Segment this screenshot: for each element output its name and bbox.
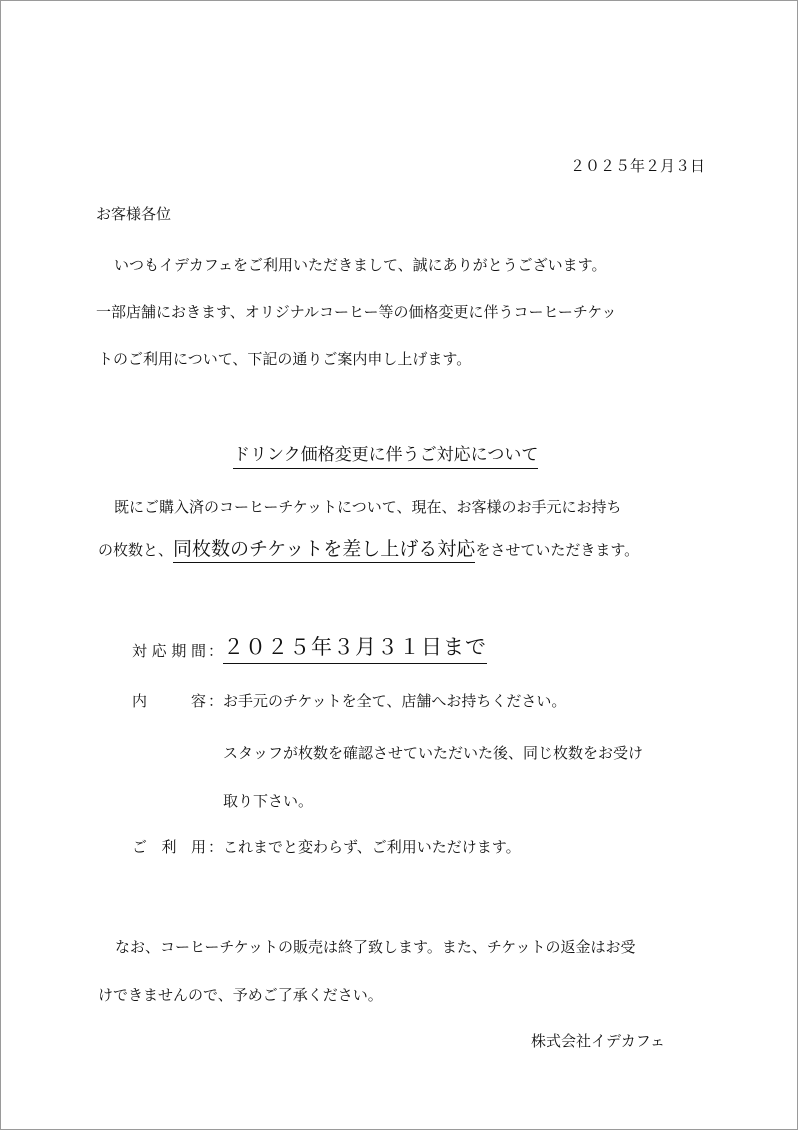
emphasis-text: 同枚数のチケットを差し上げる対応 <box>173 539 475 563</box>
use-value: これまでと変わらず、ご利用いただけます。 <box>223 838 521 856</box>
closing-line-1: なお、コーヒーチケットの販売は終了致します。また、チケットの返金はお受 <box>115 938 636 956</box>
body-line-2-pre: の枚数と、 <box>98 541 174 559</box>
use-colon: ： <box>208 838 224 856</box>
period-label: 対応期間 <box>132 642 206 660</box>
body-line-2-post: をさせていただきます。 <box>475 541 640 559</box>
content-label: 内容 <box>132 692 206 710</box>
closing-line-2: けできませんので、予めご了承ください。 <box>98 986 383 1004</box>
section-heading: ドリンク価格変更に伴うご対応について <box>233 444 538 469</box>
company-name: 株式会社イデカフェ <box>531 1032 665 1050</box>
use-label: ご利用 <box>132 838 206 856</box>
salutation: お客様各位 <box>96 205 172 223</box>
content-colon: ： <box>208 692 224 710</box>
period-value: ２０２５年３月３１日まで <box>223 633 487 664</box>
body-line-1: 既にご購入済のコーヒーチケットについて、現在、お客様のお手元にお持ち <box>114 498 622 516</box>
content-line-2: スタッフが枚数を確認させていただいた後、同じ枚数をお受け <box>223 744 644 762</box>
intro-line-3: トのご利用について、下記の通りご案内申し上げます。 <box>98 350 472 368</box>
body-line-2 <box>98 539 639 573</box>
intro-line-1: いつもイデカフェをご利用いただきまして、誠にありがとうございます。 <box>114 256 607 274</box>
intro-line-2: 一部店舗におきます、オリジナルコーヒー等の価格変更に伴うコーヒーチケッ <box>96 303 617 321</box>
period-colon: ： <box>208 642 224 660</box>
content-line-1: お手元のチケットを全て、店舗へお持ちください。 <box>223 692 567 710</box>
content-line-3: 取り下さい。 <box>223 792 314 810</box>
notice-date: ２０２５年２月３日 <box>569 157 705 175</box>
